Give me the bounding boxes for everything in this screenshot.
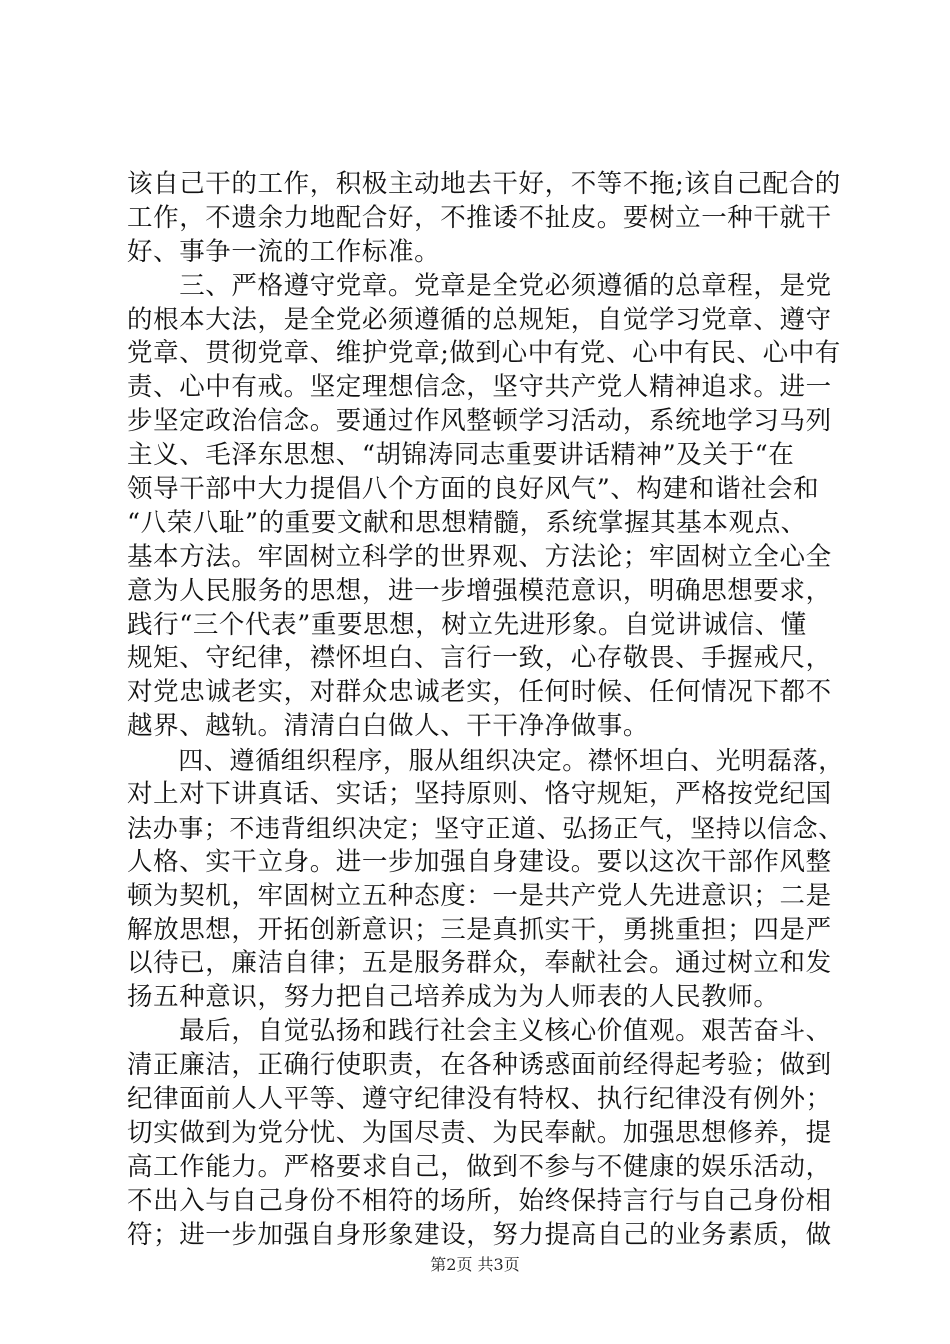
text-line: 三、严格遵守党章。党章是全党必须遵循的总章程，是党 [127,270,832,301]
text-line: 对上对下讲真话、实话；坚持原则、恪守规矩，严格按党纪国 [127,779,832,810]
text-line: 四、遵循组织程序，服从组织决定。襟怀坦白、光明磊落， [127,746,844,776]
text-line: 党章、贯彻党章、维护党章;做到心中有党、心中有民、心中有 [127,338,841,369]
text-line: 最后，自觉弘扬和践行社会主义核心价值观。艰苦奋斗、 [127,1016,832,1047]
text-line: 清正廉洁，正确行使职责，在各种诱惑面前经得起考验；做到 [127,1050,832,1081]
text-line: 切实做到为党分忧、为国尽责、为民奉献。加强思想修养，提 [127,1117,832,1148]
text-line: 越界、越轨。清清白白做人、干干净净做事。 [127,711,650,742]
text-line: 符；进一步加强自身形象建设，努力提高自己的业务素质，做 [127,1219,832,1250]
text-line: 以待已，廉洁自律；五是服务群众，奉献社会。通过树立和发 [127,948,832,979]
text-line: 法办事；不违背组织决定；坚守正道、弘扬正气，坚持以信念、 [127,813,844,843]
text-line: 该自己干的工作，积极主动地去干好，不等不拖;该自己配合的 [127,169,841,199]
text-line: 顿为契机，牢固树立五种态度：一是共产党人先进意识；二是 [127,880,832,911]
text-line: 纪律面前人人平等、遵守纪律没有特权、执行纪律没有例外； [127,1084,832,1115]
body-text [127,168,847,1253]
text-line: “八荣八耻”的重要文献和思想精髓，系统掌握其基本观点、 [127,507,807,538]
text-line: 高工作能力。严格要求自己，做到不参与不健康的娱乐活动， [127,1151,832,1182]
text-line: 的根本大法，是全党必须遵循的总规矩，自觉学习党章、遵守 [127,304,832,335]
text-line: 责、心中有戒。坚定理想信念，坚守共产党人精神追求。进一 [127,372,832,403]
text-line: 人格、实干立身。进一步加强自身建设。要以这次干部作风整 [127,846,832,877]
text-line: 不出入与自己身份不相符的场所，始终保持言行与自己身份相 [127,1185,832,1216]
text-line: 好、事争一流的工作标准。 [127,236,441,267]
text-line: 基本方法。牢固树立科学的世界观、方法论；牢固树立全心全 [127,541,832,572]
text-line: 步坚定政治信念。要通过作风整顿学习活动，系统地学习马列 [127,406,832,437]
page-number-footer: 第2页 共3页 [430,1255,520,1274]
text-line: 规矩、守纪律，襟怀坦白、言行一致，心存敬畏、手握戒尺， [127,643,832,674]
text-line: 工作，不遗余力地配合好，不推诿不扯皮。要树立一种干就干 [127,202,832,233]
text-line: 扬五种意识，努力把自己培养成为为人师表的人民教师。 [127,982,780,1013]
text-line: 践行“三个代表”重要思想，树立先进形象。自觉讲诚信、懂 [127,609,807,640]
text-line: 意为人民服务的思想，进一步增强模范意识，明确思想要求， [127,575,832,606]
text-line: 领导干部中大力提倡八个方面的良好风气”、构建和谐社会和 [127,474,820,505]
text-line: 对党忠诚老实，对群众忠诚老实，任何时候、任何情况下都不 [127,677,832,708]
text-line: 解放思想，开拓创新意识；三是真抓实干，勇挑重担；四是严 [127,914,832,945]
text-line: 主义、毛泽东思想、“胡锦涛同志重要讲话精神”及关于“在 [127,440,795,471]
